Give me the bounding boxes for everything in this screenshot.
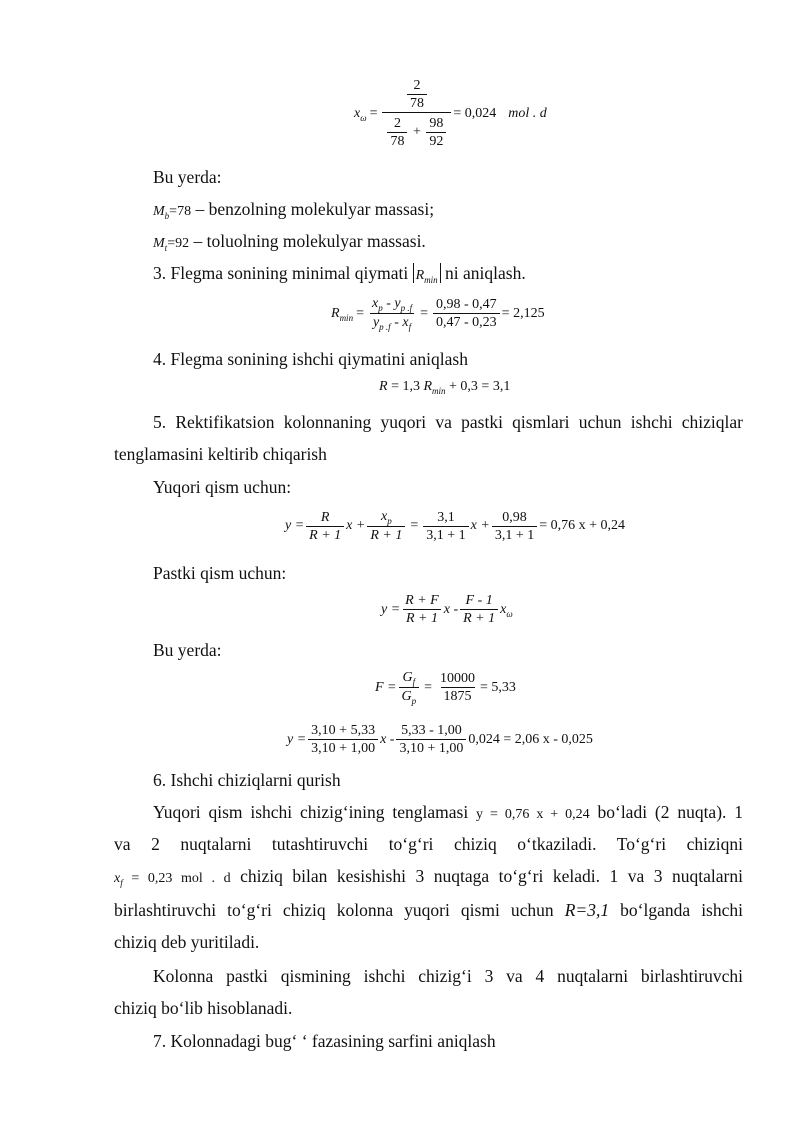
fraction: $\frac{R}{R + 1}$	[306, 510, 344, 543]
equation-f: F = $\frac{G_f}{G_p}$ = $\frac{10000}{1875}$ = 5,33	[375, 670, 516, 706]
fraction: $\frac{2}{78}$ $\frac{2}{78}$ + $\frac{98}{92}$	[382, 78, 451, 149]
eq-subscript: ω	[360, 112, 367, 123]
fraction: $\frac{10000}{1875}$	[440, 671, 476, 704]
paragraph-pastki: Pastki qism uchun:	[153, 563, 287, 583]
heading-7: 7. Kolonnadagi bug‘ ‘ fazasining sarfini aniqlash	[153, 1031, 496, 1051]
para6-line5: chiziq deb yuritiladi.	[114, 932, 260, 952]
paragraph-yuqori: Yuqori qism uchun:	[153, 477, 292, 497]
eq-result: = 0,024	[453, 105, 497, 121]
equation-rmin: R min = $\frac{x_p - y_{p .f}}{y_{p .f} - x_f}$ = $\frac{0,98 - 0,47}{0,47 - 0,23}$ = 2,125	[331, 296, 545, 332]
fraction: $\frac{3,10 + 5,33}{3,10 + 1,00}$	[308, 723, 378, 756]
fraction: $\frac{x_p}{R + 1}$	[367, 509, 405, 543]
para7-line2: chiziq bo‘lib hisoblanadi.	[114, 998, 293, 1018]
heading-5-line2: tenglamasini keltirib chiqarish	[114, 444, 327, 464]
fraction: $\frac{0,98}{3,1 + 1}$	[492, 510, 537, 543]
fraction: $\frac{R + F}{R + 1}$	[402, 593, 442, 626]
fraction: $\frac{0,98 - 0,47}{0,47 - 0,23}$	[433, 297, 500, 330]
fraction: $\frac{F - 1}{R + 1}$	[460, 593, 498, 626]
fraction: $\frac{5,33 - 1,00}{3,10 + 1,00}$	[396, 723, 466, 756]
paragraph-bu-yerda: Bu yerda:	[153, 167, 222, 187]
fraction: $\frac{G_f}{G_p}$	[399, 670, 420, 705]
para6-line4: birlashtiruvchi to‘g‘ri chiziq kolonna yuqori qismi uchun R=3,1 bo‘lganda ishchi	[114, 900, 743, 920]
para7-line1: Kolonna pastki qismining ishchi chizig‘i 3 va 4 nuqtalarni birlashtiruvchi	[153, 966, 743, 986]
heading-5-line1: 5. Rektifikatsion kolonnaning yuqori va pastki qismlari uchun ishchi chiziqlar	[153, 412, 743, 432]
fraction: $\frac{x_p - y_{p .f}}{y_{p .f} - x_f}$	[369, 296, 415, 331]
fraction: $\frac{2}{78}$	[387, 116, 407, 149]
para6-line2: va 2 nuqtalarni tutashtiruvchi to‘g‘ri chiziq o‘tkaziladi. To‘g‘ri chiziqni	[114, 834, 743, 854]
fraction: $\frac{2}{78}$	[407, 78, 427, 111]
equation-y-numeric: y = $\frac{3,10 + 5,33}{3,10 + 1,00}$ x - $\frac{5,33 - 1,00}{3,10 + 1,00}$ 0,024 = 2,06 x - 0,025	[287, 723, 593, 756]
definition-mt: $M_t=92$ – toluolning molekulyar massasi.	[153, 231, 426, 253]
equation-bottom-section: y = $\frac{R + F}{R + 1}$ x - $\frac{F - 1}{R + 1}$ x ω	[381, 593, 513, 626]
equation-x-omega: x ω = $\frac{2}{78}$ $\frac{2}{78}$ + $\frac{98}{92}$ = 0,024 mol . d	[354, 78, 547, 149]
heading-4: 4. Flegma sonining ishchi qiymatini aniqlash	[153, 349, 468, 369]
para6-line3: $x_f = 0,23$ mol . d chiziq bilan kesishishi 3 nuqtaga to‘g‘ri keladi. 1 va 3 nuqtalarni	[114, 866, 743, 888]
heading-3: 3. Flegma sonining minimal qiymati $R_{min}$ ni aniqlash.	[153, 263, 526, 285]
paragraph-bu-yerda-2: Bu yerda:	[153, 640, 222, 660]
definition-mb: $M_b=78$ – benzolning molekulyar massasi;	[153, 199, 435, 221]
fraction: $\frac{3,1}{3,1 + 1}$	[423, 510, 468, 543]
eq-unit: mol . d	[508, 105, 547, 121]
eq-symbol: x	[354, 105, 361, 121]
para6-line1: Yuqori qism ishchi chizig‘ining tenglamasi y = 0,76 x + 0,24 bo‘ladi (2 nuqta). 1	[153, 802, 743, 822]
equation-top-section: y = $\frac{R}{R + 1}$ x + $\frac{x_p}{R + 1}$ = $\frac{3,1}{3,1 + 1}$ x + $\frac{0,98}{3,1 + 1}$ = 0,76 x + 0,24	[285, 509, 626, 543]
equation-r: R = 1,3 $R_{min} + 0,3 = 3,1$	[379, 379, 511, 396]
heading-6: 6. Ishchi chiziqlarni qurish	[153, 770, 341, 790]
fraction: $\frac{98}{92}$	[426, 116, 446, 149]
